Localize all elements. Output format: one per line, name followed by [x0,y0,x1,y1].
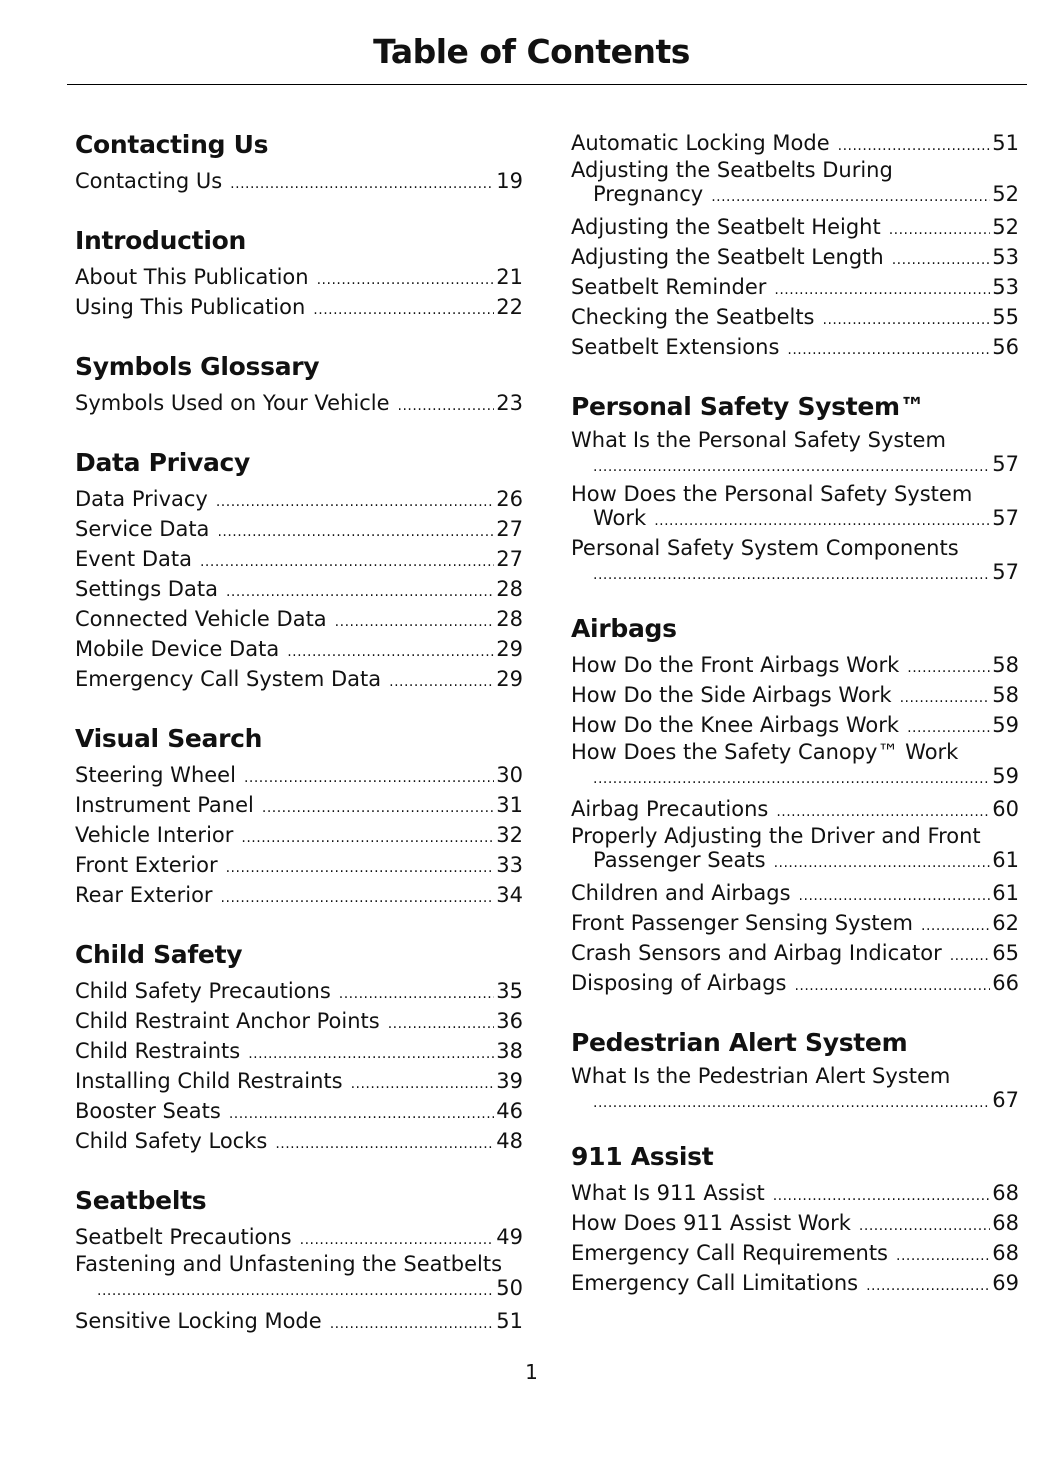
toc-entry-label: How Do the Side Airbags Work [571,683,892,707]
toc-entry-page: 51 [496,1309,523,1333]
toc-entry-label: Emergency Call Limitations [571,1271,859,1295]
toc-section-911-assist [571,1138,1019,1298]
toc-entry-page: 27 [496,547,523,571]
toc-entry-page: 61 [992,881,1019,905]
toc-entry-page: 68 [992,1181,1019,1205]
toc-entry[interactable] [75,880,523,910]
toc-entry[interactable] [571,242,1019,272]
toc-section-seatbelts [75,1182,523,1336]
toc-entry-label: Front Exterior [75,853,218,877]
toc-entry-page: 26 [496,487,523,511]
dot-leader [921,919,990,933]
toc-entry-label: Adjusting the Seatbelts During [571,158,893,182]
toc-entry-label: Crash Sensors and Airbag Indicator [571,941,942,965]
toc-entry-label: Personal Safety System Components [571,536,959,560]
toc-entry-label: Adjusting the Seatbelt Length [571,245,884,269]
toc-entry[interactable] [75,1066,523,1096]
toc-entry-page: 51 [992,131,1019,155]
toc-section-data-privacy [75,444,523,694]
toc-entry[interactable] [75,790,523,820]
dot-leader [593,568,990,582]
toc-entry-label: Mobile Device Data [75,637,280,661]
toc-entry-label-continuation: Work [593,506,647,530]
toc-entry-page: 34 [496,883,523,907]
toc-entry-page: 53 [992,245,1019,269]
toc-entry-label: What Is the Pedestrian Alert System [571,1064,951,1088]
section-heading: 911 Assist [571,1142,714,1171]
toc-entry[interactable] [571,332,1019,362]
toc-entry[interactable] [571,740,1019,788]
toc-entry-label: Booster Seats [75,1099,221,1123]
toc-section-contacting-us [75,126,523,196]
toc-section-continued [571,128,1019,362]
dot-leader [317,273,495,287]
dot-leader [794,979,990,993]
toc-entry[interactable] [75,544,523,574]
toc-entry-page: 53 [992,275,1019,299]
toc-entry-label: Properly Adjusting the Driver and Front [571,824,981,848]
toc-entry-label: Child Safety Precautions [75,979,331,1003]
toc-entry-label: How Does the Safety Canopy™ Work [571,740,959,764]
toc-entry[interactable] [571,536,1019,584]
toc-entry-label: Emergency Call System Data [75,667,382,691]
dot-leader [907,721,990,735]
toc-entry[interactable] [571,158,1019,206]
toc-entry-page: 59 [992,764,1019,788]
toc-entry-label: Settings Data [75,577,218,601]
toc-entry[interactable] [571,302,1019,332]
section-heading: Data Privacy [75,448,251,477]
toc-entry[interactable] [75,604,523,634]
toc-entry-label: Rear Exterior [75,883,213,907]
toc-entry-page: 23 [496,391,523,415]
toc-entry-page: 57 [992,560,1019,584]
page-title: Table of Contents [373,32,690,71]
section-heading: Pedestrian Alert System [571,1028,908,1057]
toc-entry-page: 29 [496,667,523,691]
toc-entry[interactable] [75,574,523,604]
dot-leader [388,1017,495,1031]
toc-entry-label: Fastening and Unfastening the Seatbelts [75,1252,503,1276]
page-number: 1 [525,1360,538,1384]
toc-entry-page: 28 [496,607,523,631]
toc-entry[interactable] [571,968,1019,998]
toc-entry-page: 28 [496,577,523,601]
dot-leader [654,514,990,528]
dot-leader [97,1284,494,1298]
dot-leader [774,283,990,297]
toc-entry-page: 60 [992,797,1019,821]
toc-entry-page: 21 [496,265,523,289]
toc-entry-label: Instrument Panel [75,793,254,817]
section-heading: Introduction [75,226,246,255]
toc-entry-label: Symbols Used on Your Vehicle [75,391,390,415]
dot-leader [900,691,991,705]
toc-entry-label: What Is 911 Assist [571,1181,765,1205]
toc-entry-page: 30 [496,763,523,787]
toc-entry-label: Event Data [75,547,192,571]
toc-entry-page: 58 [992,683,1019,707]
toc-entry-page: 55 [992,305,1019,329]
dot-leader [226,861,495,875]
toc-entry-label-continuation: Passenger Seats [593,848,766,872]
dot-leader [907,661,990,675]
toc-entry-page: 49 [496,1225,523,1249]
section-heading: Personal Safety System™ [571,392,925,421]
title-divider [67,84,1027,85]
toc-entry-page: 39 [496,1069,523,1093]
dot-leader [776,805,990,819]
toc-entry-label: How Do the Knee Airbags Work [571,713,900,737]
toc-entry-label: Vehicle Interior [75,823,234,847]
dot-leader [859,1219,990,1233]
toc-entry-label: How Do the Front Airbags Work [571,653,900,677]
toc-entry-page: 38 [496,1039,523,1063]
toc-entry[interactable] [571,824,1019,872]
toc-entry[interactable] [571,908,1019,938]
dot-leader [950,949,991,963]
toc-entry-label: Seatbelt Precautions [75,1225,292,1249]
toc-entry[interactable] [571,1178,1019,1208]
toc-entry[interactable] [75,1252,523,1300]
toc-entry-page: 48 [496,1129,523,1153]
toc-entry-label: Sensitive Locking Mode [75,1309,322,1333]
dot-leader [330,1317,495,1331]
toc-entry-page: 69 [992,1271,1019,1295]
toc-entry-label: Connected Vehicle Data [75,607,327,631]
toc-entry[interactable] [75,850,523,880]
toc-entry-page: 29 [496,637,523,661]
toc-entry[interactable] [571,680,1019,710]
toc-section-visual-search [75,720,523,910]
dot-leader [241,831,494,845]
dot-leader [200,555,494,569]
toc-entry[interactable] [75,388,523,418]
toc-entry-label-continuation: Pregnancy [593,182,704,206]
dot-leader [230,177,494,191]
dot-leader [335,615,495,629]
toc-section-introduction [75,222,523,322]
toc-entry-label: About This Publication [75,265,309,289]
dot-leader [275,1137,494,1151]
toc-entry-label: Child Restraint Anchor Points [75,1009,380,1033]
dot-leader [351,1077,495,1091]
toc-right-column [571,128,1019,1324]
toc-entry-label: Emergency Call Requirements [571,1241,888,1265]
toc-entry-label: What Is the Personal Safety System [571,428,946,452]
toc-entry[interactable] [75,514,523,544]
dot-leader [838,139,991,153]
toc-entry[interactable] [75,292,523,322]
toc-entry[interactable] [571,272,1019,302]
toc-entry-label: How Does the Personal Safety System [571,482,973,506]
toc-entry[interactable] [75,820,523,850]
toc-entry-label: Steering Wheel [75,763,236,787]
toc-entry-page: 58 [992,653,1019,677]
toc-entry[interactable] [75,1126,523,1156]
toc-entry-page: 31 [496,793,523,817]
toc-entry-page: 65 [992,941,1019,965]
dot-leader [287,645,494,659]
dot-leader [593,1096,990,1110]
toc-entry[interactable] [571,650,1019,680]
toc-section-symbols-glossary [75,348,523,418]
toc-left-column [75,126,523,1362]
toc-entry-label: Contacting Us [75,169,223,193]
toc-section-child-safety [75,936,523,1156]
toc-section-pedestrian-alert-system [571,1024,1019,1112]
toc-entry-page: 68 [992,1241,1019,1265]
toc-entry-page: 27 [496,517,523,541]
toc-entry-page: 68 [992,1211,1019,1235]
toc-entry[interactable] [75,976,523,1006]
toc-entry[interactable] [75,760,523,790]
toc-entry-page: 57 [992,452,1019,476]
toc-entry-page: 61 [992,848,1019,872]
dot-leader [248,1047,494,1061]
toc-entry-label: Installing Child Restraints [75,1069,343,1093]
dot-leader [593,772,990,786]
toc-entry-page: 19 [496,169,523,193]
toc-entry[interactable] [571,1268,1019,1298]
toc-entry-page: 32 [496,823,523,847]
toc-entry-page: 56 [992,335,1019,359]
dot-leader [229,1107,494,1121]
toc-entry[interactable] [75,1096,523,1126]
toc-entry[interactable] [75,166,523,196]
toc-entry[interactable] [571,1238,1019,1268]
toc-entry[interactable] [75,262,523,292]
toc-entry-page: 22 [496,295,523,319]
toc-entry-label: Data Privacy [75,487,208,511]
dot-leader [217,525,494,539]
section-heading: Contacting Us [75,130,269,159]
dot-leader [889,223,991,237]
section-heading: Symbols Glossary [75,352,320,381]
toc-entry-label: Service Data [75,517,210,541]
dot-leader [711,190,990,204]
toc-entry[interactable] [571,794,1019,824]
toc-entry-page: 52 [992,182,1019,206]
toc-section-personal-safety-system [571,388,1019,584]
dot-leader [773,1189,991,1203]
dot-leader [593,460,990,474]
toc-entry[interactable] [75,1222,523,1252]
dot-leader [799,889,991,903]
dot-leader [313,303,494,317]
dot-leader [787,343,990,357]
toc-entry[interactable] [75,484,523,514]
dot-leader [221,891,495,905]
section-heading: Child Safety [75,940,243,969]
toc-entry[interactable] [75,1036,523,1066]
toc-entry-label: Checking the Seatbelts [571,305,815,329]
section-heading: Seatbelts [75,1186,207,1215]
toc-entry-label: Automatic Locking Mode [571,131,830,155]
toc-entry-label: How Does 911 Assist Work [571,1211,851,1235]
dot-leader [823,313,991,327]
toc-entry[interactable] [75,1306,523,1336]
toc-entry-page: 57 [992,506,1019,530]
dot-leader [896,1249,990,1263]
toc-entry-page: 35 [496,979,523,1003]
toc-entry[interactable] [571,212,1019,242]
toc-entry-label: Seatbelt Extensions [571,335,780,359]
toc-entry-page: 66 [992,971,1019,995]
section-heading: Visual Search [75,724,263,753]
toc-entry-page: 50 [496,1276,523,1300]
toc-entry-label: Children and Airbags [571,881,791,905]
toc-entry-page: 52 [992,215,1019,239]
section-heading: Airbags [571,614,677,643]
toc-entry-label: Adjusting the Seatbelt Height [571,215,881,239]
toc-entry-label: Airbag Precautions [571,797,769,821]
toc-entry-page: 36 [496,1009,523,1033]
toc-entry[interactable] [571,428,1019,476]
toc-entry[interactable] [571,878,1019,908]
toc-entry-label: Seatbelt Reminder [571,275,767,299]
dot-leader [226,585,494,599]
toc-entry-label: Child Safety Locks [75,1129,268,1153]
toc-entry-page: 59 [992,713,1019,737]
dot-leader [389,675,494,689]
toc-entry-page: 33 [496,853,523,877]
toc-entry[interactable] [571,938,1019,968]
dot-leader [866,1279,990,1293]
dot-leader [774,856,991,870]
toc-entry[interactable] [75,1006,523,1036]
toc-section-airbags [571,610,1019,998]
dot-leader [244,771,494,785]
dot-leader [216,495,494,509]
dot-leader [300,1233,495,1247]
toc-entry-label: Child Restraints [75,1039,241,1063]
toc-entry[interactable] [571,1208,1019,1238]
toc-entry-label: Front Passenger Sensing System [571,911,914,935]
dot-leader [262,801,494,815]
toc-entry[interactable] [571,482,1019,530]
dot-leader [339,987,494,1001]
toc-entry[interactable] [571,710,1019,740]
toc-entry[interactable] [571,1064,1019,1112]
toc-entry-page: 67 [992,1088,1019,1112]
toc-entry-page: 46 [496,1099,523,1123]
toc-entry[interactable] [75,664,523,694]
dot-leader [398,399,495,413]
toc-entry-label: Disposing of Airbags [571,971,787,995]
toc-entry[interactable] [571,128,1019,158]
toc-entry-page: 62 [992,911,1019,935]
toc-entry[interactable] [75,634,523,664]
toc-entry-label: Using This Publication [75,295,306,319]
dot-leader [892,253,991,267]
